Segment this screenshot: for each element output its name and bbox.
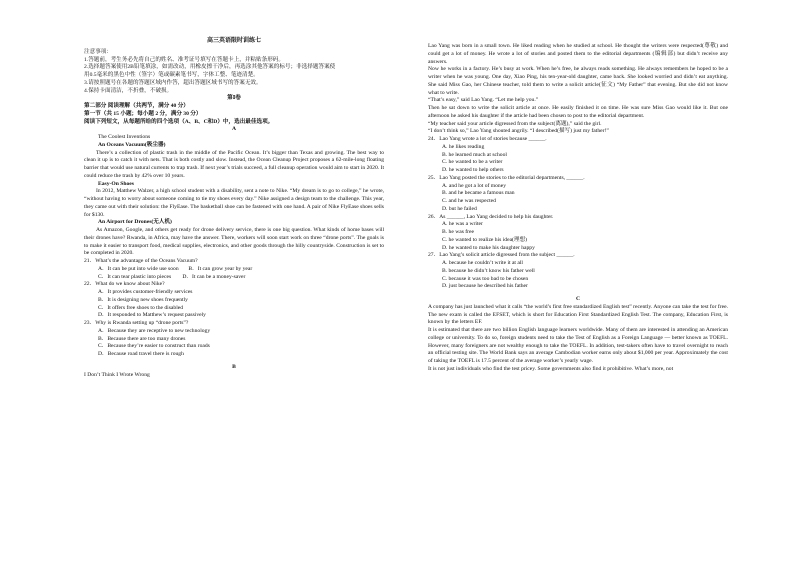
- question-27-option-a: A. because he couldn’t write it at all: [442, 260, 523, 266]
- question-24: 24．Lao Yang wrote a lot of stories because ______.: [428, 136, 547, 142]
- passage-a-paragraph-2: In 2012, Matthew Walzer, a high school student with a disability, sent a note to Nike. “My dream is to go to college,” he wrote, “without having to worry about someone coming to tie my shoes every day.” Nike assigned a design team to the challenge. This year, they came out with their solution: the FlyEase. The basketball shoe can be fastened with one hand. A pair of Nike FlyEase shoes sells for $130.: [84, 188, 384, 218]
- passage-b-letter: B: [232, 363, 236, 370]
- question-25-option-b: B. and he became a famous man: [442, 190, 515, 197]
- passage-a-heading-2: Easy-On Shoes: [98, 180, 134, 187]
- question-25-option-d: D. but he failed: [442, 205, 477, 212]
- passage-a-paragraph-1: There’s a collection of plastic trash in the middle of the Pacific Ocean. It’s bigger than Texas and growing. The best way to clean it up is to catch it with nets. That is both costly and slow. Instead, the Ocean Cleanup Project proposes a 62-mile-long floating barrier that would use natural currents to trap trash. If next year’s trials succeed, a full cleanup operation would aim to start in 2020. It could reduce the trash by 42% over 10 years.: [84, 149, 384, 179]
- passage-b-paragraph-2: Now he works in a factory. He’s busy at work. When he’s free, he always reads something. He always remembers he hoped to be a writer when he was young. One day, Xiao Ping, his ten-year-old daughter, came back. She looked worried and didn’t eat anything. She said Miss Gao, her Chinese teacher, told them to write a solicit article(征文) “My Father” that evening. But she did not know what to write.: [428, 66, 728, 96]
- question-21: 21．What’s the advantage of the Oceans Vacuum?: [84, 258, 198, 264]
- passage-b-title: I Don’t Think I Wrote Wrong: [84, 371, 150, 378]
- question-23: 23．Why is Rwanda setting up “drone ports”?: [84, 320, 189, 326]
- question-22: 22．What do we know about Nike?: [84, 281, 165, 288]
- question-21-options-cd: C．It can tear plastic into pieces D．It can be a money-saver: [98, 273, 246, 280]
- question-23-option-c: C．Because they’re easier to construct than roads: [98, 343, 210, 350]
- passage-b-paragraph-4: Then he sat down to write the solicit article at once. He easily finished it on time. He was sure Miss Gao would like it. But one afternoon he asked his daughter if the article had been chosen to post to the editorial department.: [428, 105, 728, 119]
- question-22-option-c: C．It offers free shoes to the disabled: [98, 304, 184, 311]
- question-24-option-b: B. he learned much at school: [442, 151, 507, 158]
- question-27-option-b: B. because he didn’t know his father well: [442, 267, 535, 274]
- question-27: 27．Lao Yang’s solicit article digressed from the subject ______.: [428, 252, 575, 259]
- exam-title: 高三英语限时训练七: [206, 38, 261, 44]
- question-24-option-a: A. he likes reading: [442, 143, 485, 150]
- question-23-option-b: B．Because there are too many drones: [98, 335, 186, 342]
- notice-label: 注意事项：: [84, 48, 112, 55]
- question-23-option-a: A．Because they are receptive to new technology: [98, 327, 211, 334]
- passage-a-heading-3: An Airport for Drones(无人机): [98, 219, 172, 226]
- question-24-option-d: D. he wanted to help others: [442, 167, 504, 173]
- instruction: 阅读下列短文，从每题所给的四个选项（A、B、C和D）中，选出最佳选项。: [84, 118, 274, 125]
- part-two-heading: 第二部分 阅读理解（共两节，满分 40 分）: [84, 103, 189, 109]
- passage-b-paragraph-5: “My teacher said your article digressed from the subject(离题),” said the girl.: [428, 120, 602, 127]
- passage-b-paragraph-6: “I don’t think so,” Lao Yang shouted angrily. “I described(描写) just my father!”: [428, 128, 609, 135]
- passage-a-heading-1: An Oceans Vacuum(吸尘器): [98, 141, 166, 148]
- notice-4: 3.请按照题号在各题的答题区域内作答，超出答题区域书写的答案无效。: [84, 79, 262, 86]
- question-22-option-b: B．It is designing new shoes frequently: [98, 296, 188, 303]
- question-25: 25．Lao Yang posted the stories to the editorial departments, ______.: [428, 174, 585, 181]
- section-one-heading: 第一节（共 15 小题；每小题 2 分，满分 30 分）: [84, 110, 202, 117]
- volume-heading: 第Ⅰ卷: [227, 95, 241, 102]
- left-column: [84, 38, 384, 379]
- question-26-option-b: B. he was free: [442, 229, 474, 235]
- notice-1: 1.答题前，考生务必先将自己的姓名、准考证号填写在答题卡上，并粘贴条形码。: [84, 56, 284, 63]
- question-21-options-ab: A．It can be put into wide use soon B．It can grow year by year: [98, 265, 253, 272]
- question-23-option-d: D．Because road travel there is rough: [98, 351, 184, 357]
- question-27-option-c: C. because it was too bad to be chosen: [442, 275, 529, 282]
- passage-c-paragraph-3: It is not just individuals who find the test pricey. Some governments also find it prohibitive. What’s more, not: [428, 365, 674, 372]
- passage-a-letter: A: [231, 126, 237, 133]
- passage-b-paragraph-3: “That’s easy,” said Lao Yang. “Let me help you.”: [428, 97, 539, 104]
- passage-c-paragraph-1: A company has just launched what it calls “the world’s first free standardized English test” recently. Anyone can take the test for free. The new exam is called the EFSET, which is short for Education First Standardized English Test. The company, Education First, is known by the letters EF.: [428, 303, 728, 326]
- passage-a-title: The Coolest Inventions: [98, 134, 151, 140]
- question-26-option-a: A. he was a writer: [442, 221, 483, 228]
- passage-a-paragraph-3: As Amazon, Google, and others get ready for drone delivery service, there is one big question. What kinds of home bases will their drones have? Rwanda, in Africa, may have the answer. There, workers will soon start work on three “drone ports”. The goals is to make it easier to transport food, medical supplies, electronics, and other goods through the hilly countryside. Construction is set to be completed in 2020.: [84, 227, 384, 257]
- question-22-option-d: D．It responded to Matthew’s request passively: [98, 312, 206, 319]
- passage-c-paragraph-2: It is estimated that there are two billion English language learners worldwide. Many of them are interested in attending an American college or university. To do so, foreign students need to take the Test of English as a Foreign Language — better known as TOEFL. However, many foreigners are not wealthy enough to take the TOEFL. In addition, test-takers often have to travel overnight to reach an official testing site. The World Bank says an average Cambodian worker earns only about $1,000 per year. Approximately the cost of taking the TOEFL is 17.5 percent of the average worker’s yearly wage.: [428, 327, 728, 364]
- question-26-option-c: C. he wanted to realize his idea(理想): [442, 236, 527, 243]
- question-24-option-c: C. he wanted to be a writer: [442, 159, 503, 166]
- question-22-option-a: A．It provides customer-friendly services: [98, 289, 193, 295]
- question-26-option-d: D. he wanted to make his daughter happy: [442, 244, 535, 251]
- passage-b-paragraph-1: Lao Yang was born in a small town. He liked reading when he studied at school. He thought the writers were respected(尊敬) and could get a lot of money. He wrote a lot of stories and posted them to the editorial departments (编辑部) but didn’t receive any answers.: [428, 43, 728, 65]
- right-column: [428, 43, 728, 374]
- question-25-option-c: C. and he was respected: [442, 198, 496, 204]
- notice-2: 2.选择题答案使用2B铅笔填涂，如需改动，用橡皮擦干净后，再选涂其他答案的标号；非选择题答案使: [84, 64, 336, 71]
- question-25-option-a: A. and he got a lot of money: [442, 182, 507, 189]
- question-27-option-d: D. just because he described his father: [442, 283, 528, 290]
- notice-3: 用0.5毫米的黑色中性（签字）笔或碳素笔书写，字体工整、笔迹清楚。: [84, 72, 259, 78]
- notice-5: 4.保持卡面清洁，不折叠，不破损。: [84, 87, 173, 94]
- passage-c-letter: C: [575, 296, 581, 302]
- question-26: 26．As ______, Lao Yang decided to help his daughter.: [428, 213, 554, 220]
